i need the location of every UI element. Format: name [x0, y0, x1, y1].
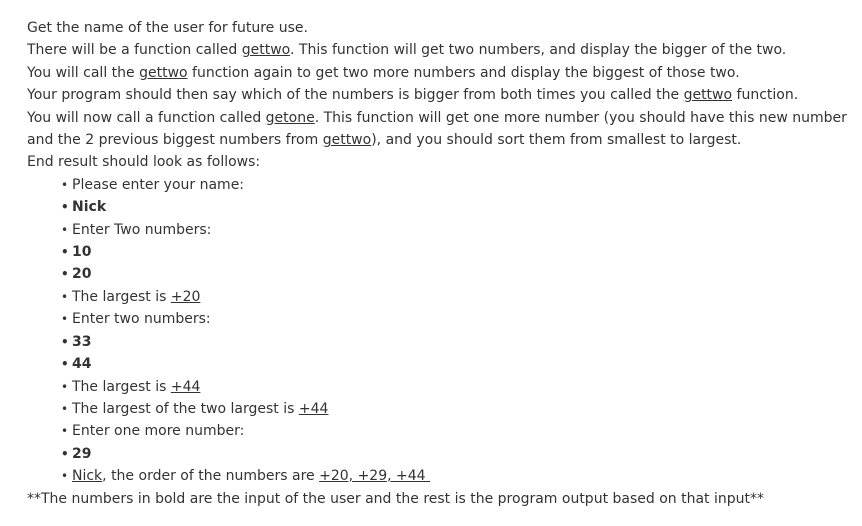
instruction-line-2: [27, 39, 862, 61]
list-item-text: The largest is: [72, 288, 171, 305]
instruction-text: ), and you should sort them from smallest to largest.: [371, 132, 742, 149]
gettwo-link[interactable]: gettwo: [322, 132, 372, 149]
instruction-text: You will now call a function called: [27, 109, 266, 126]
gettwo-link[interactable]: gettwo: [683, 87, 733, 104]
instruction-text: . This function will get one more number (you should have this new number and the 2 previous biggest numbers from: [27, 109, 847, 149]
instruction-text: There will be a function called: [27, 42, 242, 59]
list-item-user-input: • 29: [61, 443, 862, 465]
list-item-user-input: • 33: [61, 331, 862, 353]
list-item: [61, 465, 862, 487]
example-output-list: [27, 174, 862, 488]
instruction-text: Your program should then say which of the numbers is bigger from both times you called the: [27, 87, 684, 104]
value-link[interactable]: +44: [170, 378, 201, 395]
instruction-line-1: Get the name of the user for future use.: [27, 20, 308, 36]
list-item-text: The largest of the two largest is: [72, 400, 299, 417]
list-item-user-input: • Nick: [61, 196, 862, 218]
list-item-user-input: • 44: [61, 353, 862, 375]
getone-link[interactable]: getone: [265, 109, 315, 126]
list-item: • Please enter your name:: [61, 174, 862, 196]
list-item-text: The largest is: [72, 378, 171, 395]
instruction-text: You will call the: [27, 64, 140, 81]
instruction-line-4: [27, 84, 862, 106]
instruction-line-5: [27, 107, 853, 152]
instruction-text: function.: [732, 87, 799, 104]
list-item-user-input: • 10: [61, 241, 862, 263]
value-link[interactable]: +44: [298, 400, 329, 417]
list-item: [61, 398, 862, 420]
instruction-text: . This function will get two numbers, and display the bigger of the two.: [290, 42, 787, 59]
gettwo-link[interactable]: gettwo: [139, 64, 188, 81]
list-item: • Enter two numbers:: [61, 308, 862, 330]
instruction-line-6: End result should look as follows:: [27, 154, 261, 171]
list-item: • Enter one more number:: [61, 420, 862, 442]
list-item: • Enter Two numbers:: [61, 219, 862, 241]
list-item: [61, 286, 862, 308]
instruction-line-3: [27, 62, 862, 84]
list-item-text: , the order of the numbers are: [102, 468, 320, 485]
list-item-user-input: • 20: [61, 263, 862, 285]
name-link[interactable]: Nick: [72, 468, 103, 485]
list-item: [61, 376, 862, 398]
value-link[interactable]: +20, +29, +44: [319, 468, 431, 485]
value-link[interactable]: +20: [170, 288, 201, 305]
footer-note: **The numbers in bold are the input of the user and the rest is the program output based on that input**: [27, 490, 764, 507]
instruction-text: function again to get two more numbers and display the biggest of those two.: [187, 64, 740, 81]
gettwo-link[interactable]: gettwo: [241, 42, 290, 59]
